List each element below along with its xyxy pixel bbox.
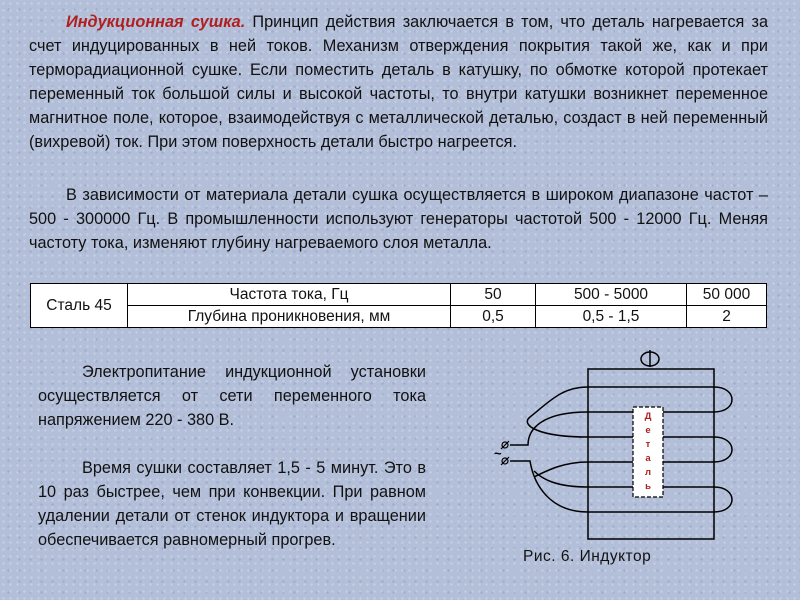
- table-cell: 500 - 5000: [536, 284, 687, 306]
- figure-caption: Рис. 6. Индуктор: [523, 548, 652, 565]
- ac-symbol: ~: [494, 446, 502, 461]
- table-cell: 2: [687, 306, 767, 328]
- row2-label: Глубина проникновения, мм: [128, 306, 451, 328]
- material-cell: Сталь 45: [31, 284, 128, 328]
- part-letter: е: [645, 425, 651, 436]
- paragraph-frequency-range: В зависимости от материала детали сушка осуществляется в широком диапазоне частот – 500 - 300000 Гц. В промышленности используют генераторы частотой 500 - 12000 Гц. Меняя частоту тока, изменяют глубину нагреваемого слоя металла.: [29, 186, 768, 252]
- paragraph-induction-drying: [29, 10, 768, 154]
- table-cell: 0,5: [451, 306, 536, 328]
- coil-winding: [510, 387, 732, 512]
- frequency-depth-table: [30, 283, 767, 328]
- part-letter: Д: [644, 411, 652, 422]
- table-cell: 0,5 - 1,5: [536, 306, 687, 328]
- section-title: Индукционная сушка.: [66, 13, 246, 31]
- row1-label: Частота тока, Гц: [128, 284, 451, 306]
- terminal-icon: [501, 441, 509, 465]
- drying-time-paragraph: Время сушки составляет 1,5 - 5 минут. Это в 10 раз быстрее, чем при конвекции. При равном удалении детали от стенок индуктора и вращении обеспечивается равномерный прогрев.: [38, 459, 426, 549]
- table-row: [31, 306, 767, 328]
- inductor-diagram: [490, 345, 760, 545]
- power-supply-paragraph: Электропитание индукционной установки осуществляется от сети переменного тока напряжением 220 - 380 В.: [38, 363, 426, 429]
- part-letter: ь: [645, 481, 651, 492]
- table-row: [31, 284, 767, 306]
- part-letter: а: [645, 453, 651, 464]
- part-letter: т: [645, 439, 651, 450]
- table-cell: 50: [451, 284, 536, 306]
- paragraph1-text: Принцип действия заключается в том, что деталь нагревается за счет индуцированных в ней токов. Механизм отверждения покрытия такой же, как и при терморадиационной сушке. Если поместить деталь в катушку, по обмотке которой протекает переменный ток большой силы и высокой частоты, то внутри катушки возникнет переменное магнитное поле, которое, взаимодействуя с металлической деталью, создаст в ней переменный (вихревой) ток. При этом поверхность детали быстро нагреется.: [29, 13, 768, 151]
- table-cell: 50 000: [687, 284, 767, 306]
- part-letter: л: [644, 467, 652, 478]
